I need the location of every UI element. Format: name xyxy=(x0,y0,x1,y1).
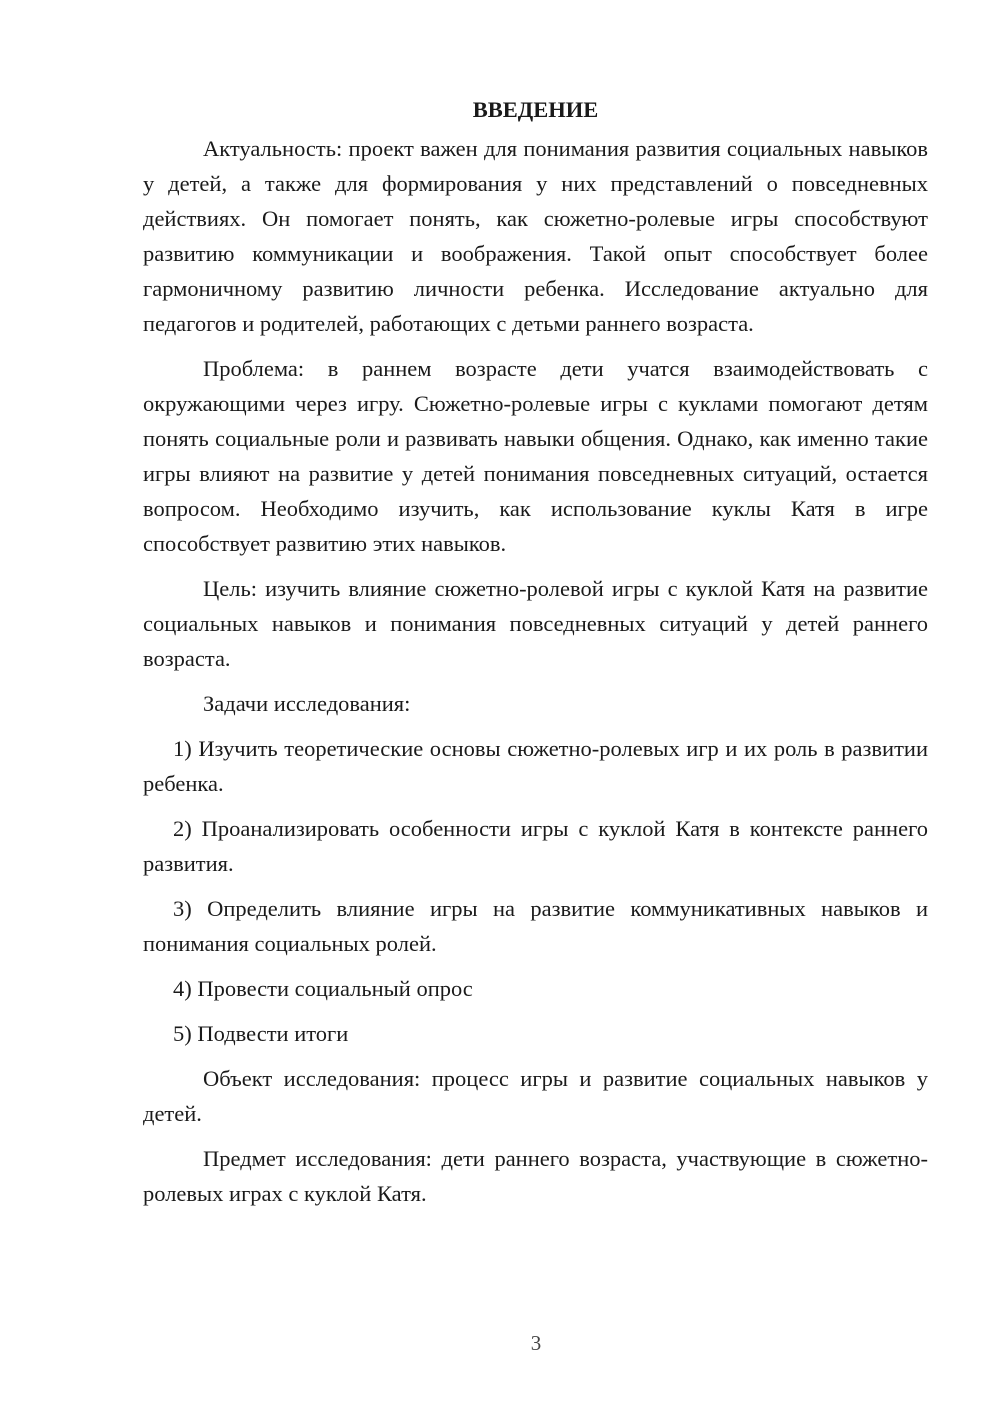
list-item: 3) Определить влияние игры на развитие коммуникативных навыков и понимания социальных ролей. xyxy=(143,896,928,956)
tasks-title: Задачи исследования: xyxy=(203,691,411,716)
tasks-list xyxy=(143,731,928,1051)
section-heading: ВВЕДЕНИЕ xyxy=(472,97,599,122)
list-item: 5) Подвести итоги xyxy=(173,1021,349,1046)
list-item: 4) Провести социальный опрос xyxy=(173,976,473,1001)
list-item: 2) Проанализировать особенности игры с куклой Катя в контексте раннего развития. xyxy=(143,816,928,876)
problem-paragraph: Проблема: в раннем возрасте дети учатся взаимодействовать с окружающими через игру. Сюжетно-ролевые игры с куклами помогают детям понять социальные роли и развивать навыки общения. Однако, как именно такие игры влияют на развитие у детей понимания повседневных ситуаций, остается вопросом. Необходимо изучить, как использование куклы Катя в игре способствует развитию этих навыков. xyxy=(143,356,928,556)
page-number: 3 xyxy=(530,1331,542,1355)
list-item: 1) Изучить теоретические основы сюжетно-ролевых игр и их роль в развитии ребенка. xyxy=(143,736,928,796)
document-body xyxy=(143,92,928,1221)
relevance-paragraph: Актуальность: проект важен для понимания развития социальных навыков у детей, а также для формирования у них представлений о повседневных действиях. Он помогает понять, как сюжетно-ролевые игры способствуют развитию коммуникации и воображения. Такой опыт способствует более гармоничному развитию личности ребенка. Исследование актуально для педагогов и родителей, работающих с детьми раннего возраста. xyxy=(143,136,928,336)
goal-paragraph: Цель: изучить влияние сюжетно-ролевой игры с куклой Катя на развитие социальных навыков и понимания повседневных ситуаций у детей раннего возраста. xyxy=(143,576,928,671)
subject-paragraph: Предмет исследования: дети раннего возраста, участвующие в сюжетно-ролевых играх с куклой Катя. xyxy=(143,1146,928,1206)
object-paragraph: Объект исследования: процесс игры и развитие социальных навыков у детей. xyxy=(143,1066,928,1126)
